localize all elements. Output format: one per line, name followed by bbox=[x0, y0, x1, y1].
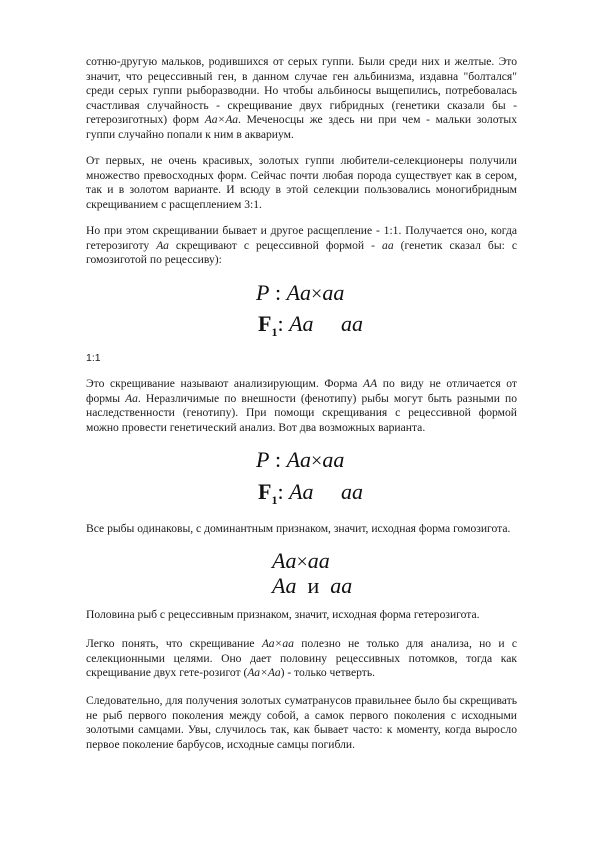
paragraph-4-text-a: Это скрещивание называют анализирующим. Форма bbox=[86, 377, 363, 390]
paragraph-1-text-a: сотню-другую мальков, родившихся от серых гуппи. Были среди них и желтые. Это значит, что рецессивный ген, в данном случае ген альбинизма, издавна "болтался" среди серых гуппи рыборазводни. Но чтобы альбиносы выщепились, потребовалась счастливая случайность - скрещивание двух гибридных (генетики сказали бы - гетерозиготных) форм bbox=[86, 55, 517, 127]
paragraph-3 bbox=[86, 224, 517, 268]
paragraph-7-text-c: ) - только четверть. bbox=[280, 666, 376, 680]
formula-1-offspring: $F_1$: Aa aa bbox=[258, 311, 364, 339]
paragraph-8: Следовательно, для получения золотых суматранусов правильнее было бы скрещивать не рыб первого поколения между собой, а самок первого поколения с исходными золотыми самцами. Увы, случилось так, как бывает часто: к моменту, когда выросло первое поколение барбусов, исходные самцы погибли. bbox=[86, 694, 517, 751]
paragraph-3-genotype-1: Аа bbox=[156, 238, 169, 252]
formula-3-parents: Aa×aa bbox=[272, 548, 330, 573]
paragraph-1 bbox=[86, 55, 517, 143]
paragraph-6: Половина рыб с рецессивным признаком, значит, исходная форма гетерозигота. bbox=[86, 608, 480, 621]
paragraph-7-text-b: полезно не только для анализа, но и с селекционными целями. Оно дает половину рецессивных потомков, тогда как скрещивание двух гете-розигот ( bbox=[86, 637, 517, 680]
paragraph-4-text-b: по виду не отличается от формы bbox=[86, 377, 517, 405]
paragraph-7-text-a: Легко понять, что скрещивание bbox=[86, 637, 262, 650]
paragraph-3-genotype-2: аа bbox=[382, 238, 394, 252]
paragraph-3-text-c: (генетик сказал бы: с гомозиготой по рецессиву): bbox=[86, 238, 518, 267]
paragraph-5: Все рыбы одинаковы, с доминантным признаком, значит, исходная форма гомозигота. bbox=[86, 522, 511, 535]
paragraph-7-formula-2: Аа×Аа bbox=[247, 666, 281, 680]
paragraph-1-text-b: . Меченосцы же здесь ни при чем - мальки золотых гуппи случайно попали к ним в аквариум. bbox=[86, 113, 517, 141]
paragraph-4-genotype-1: АА bbox=[363, 377, 378, 390]
formula-3-offspring: Aa и aa bbox=[272, 573, 353, 598]
paragraph-3-text-b: скрещивают с рецессивной формой - bbox=[168, 238, 383, 252]
formula-2-parents: P : Aa×aa bbox=[256, 447, 345, 472]
paragraph-1-formula: Аа×Аа bbox=[204, 113, 239, 127]
formula-2-offspring: $F_1$: Aa aa bbox=[258, 479, 364, 507]
paragraph-2: От первых, не очень красивых, золотых гуппи любители-селекционеры получили множество превосходных форм. Сейчас почти любая порода существует как в сером, так и в золотом варианте. И всюду в этой селекции пользовались моногибридным скрещиванием с расщеплением 3:1. bbox=[86, 154, 517, 211]
paragraph-7 bbox=[86, 637, 517, 681]
paragraph-4-text-c: . Неразличимые по внешности (фенотипу) рыбы могут быть разными по наследственности (генотипу). При помощи скрещивания с рецессивной формой можно провести генетический анализ. Вот два возможных варианта. bbox=[86, 391, 517, 434]
paragraph-4-genotype-2: Аа bbox=[125, 391, 138, 405]
paragraph-4 bbox=[86, 377, 517, 435]
ratio-label: 1:1 bbox=[86, 352, 101, 364]
paragraph-3-text-a: Но при этом скрещивании бывает и другое расщепление - 1:1. Получается оно, когда гетерозиготу bbox=[86, 224, 517, 252]
formula-1-parents: P : Aa×aa bbox=[256, 280, 345, 305]
paragraph-7-formula-1: Аа×аа bbox=[261, 637, 294, 650]
